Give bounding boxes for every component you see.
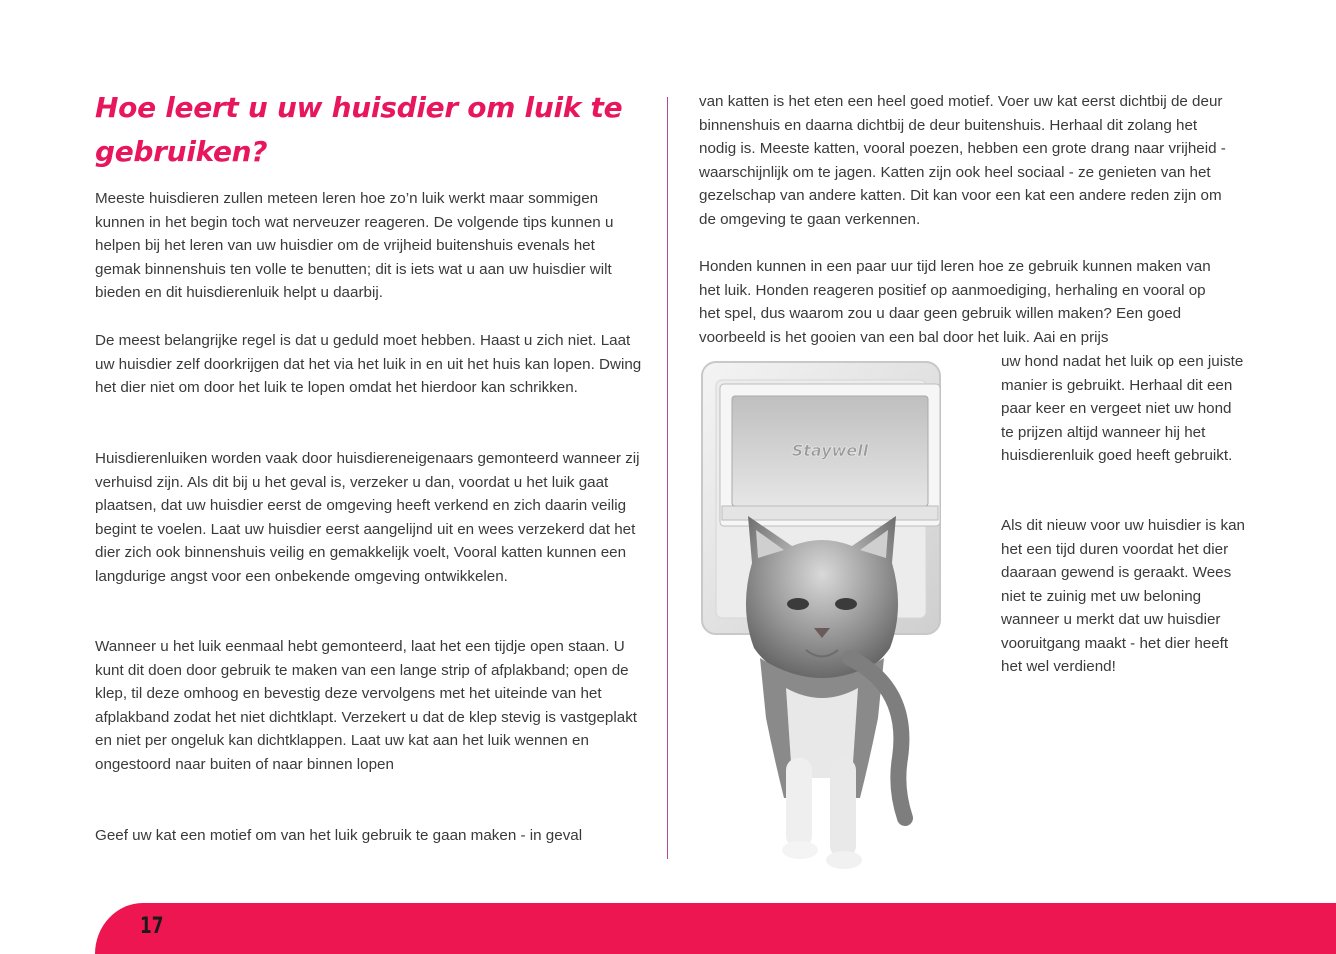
page-number: 17: [140, 914, 164, 939]
body-paragraph: Wanneer u het luik eenmaal hebt gemonteerd, laat het een tijdje open staan. U kunt dit doen door gebruik te maken van een lange strip of afplakband; open de klep, til deze omhoog en bevestig deze vervolgens met het uiteinde van het afplakband zodat het niet dichtklapt. Verzekert u dat de klep stevig is vastgeplakt en niet per ongeluk kan dichtklappen. Laat uw kat aan het luik wennen en ongestoord naar buiten of naar binnen lopen: [95, 638, 638, 773]
body-paragraph: Meeste huisdieren zullen meteen leren hoe zo’n luik werkt maar sommigen kunnen in het begin toch wat nerveuzer reageren. De volgende tips kunnen u helpen bij het leren van uw huisdier om de vrijheid buitenshuis evenals het gemak binnenshuis ten volle te benutten; dit is iets wat u aan uw huisdier wilt bieden en dit huisdierenluik helpt u daarbij.: [95, 190, 614, 301]
body-paragraph: Als dit nieuw voor uw huisdier is kan het een tijd duren voordat het dier daaraan gewend is geraakt. Wees niet te zuinig met uw beloning wanneer u merkt dat uw huisdier vooruitgang maakt - het dier heeft het wel verdiend!: [1001, 517, 1245, 675]
body-paragraph: uw hond nadat het luik op een juiste manier is gebruikt. Herhaal dit een paar keer en vergeet niet uw hond te prijzen altijd wanneer hij het huisdierenluik goed heeft gebruikt.: [1001, 353, 1244, 464]
body-paragraph: Honden kunnen in een paar uur tijd leren hoe ze gebruik kunnen maken van het luik. Honden reageren positief op aanmoediging, herhaling en vooral op het spel, dus waarom zou u daar geen gebruik willen maken? Een goed voorbeeld is het gooien van een bal door het luik. Aai en prijs: [699, 258, 1211, 346]
body-paragraph: van katten is het eten een heel goed motief. Voer uw kat eerst dichtbij de deur binnenshuis en daarna dichtbij de deur buitenshuis. Herhaal dit zolang het nodig is. Meeste katten, vooral poezen, hebben een grote drang naar vrijheid - waarschijnlijk om te jagen. Katten zijn ook heel sociaal - ze genieten van het gezelschap van andere katten. Dit kan voor een kat een andere reden zijn om de omgeving te gaan verkennen.: [699, 93, 1226, 228]
cat-flap-photo: [700, 358, 945, 870]
footer-band: [95, 903, 1336, 954]
column-divider: [667, 97, 668, 859]
body-paragraph: Geef uw kat een motief om van het luik gebruik te gaan maken - in geval: [95, 827, 583, 844]
brand-logo: Staywell: [791, 441, 869, 460]
body-paragraph: De meest belangrijke regel is dat u geduld moet hebben. Haast u zich niet. Laat uw huisdier zelf doorkrijgen dat het via het luik in en uit het huis kan lopen. Dwing het dier niet om door het luik te lopen omdat het hierdoor kan schrikken.: [95, 332, 642, 396]
page-title: Hoe leert u uw huisdier om luik te gebruiken?: [95, 91, 623, 168]
body-paragraph: Huisdierenluiken worden vaak door huisdiereneigenaars gemonteerd wanneer zij verhuisd zijn. Als dit bij u het geval is, verzeker u dan, voordat u het luik gaat plaatsen, dat uw huisdier eerst de omgeving heeft verkend en zich daarin veilig begint te voelen. Laat uw huisdier eerst aangelijnd uit en wees verzekerd dat het dier zich ook binnenshuis veilig en gemakkelijk voelt, Vooral katten kunnen een langdurige angst voor een onbekende omgeving ontwikkelen.: [95, 450, 640, 585]
